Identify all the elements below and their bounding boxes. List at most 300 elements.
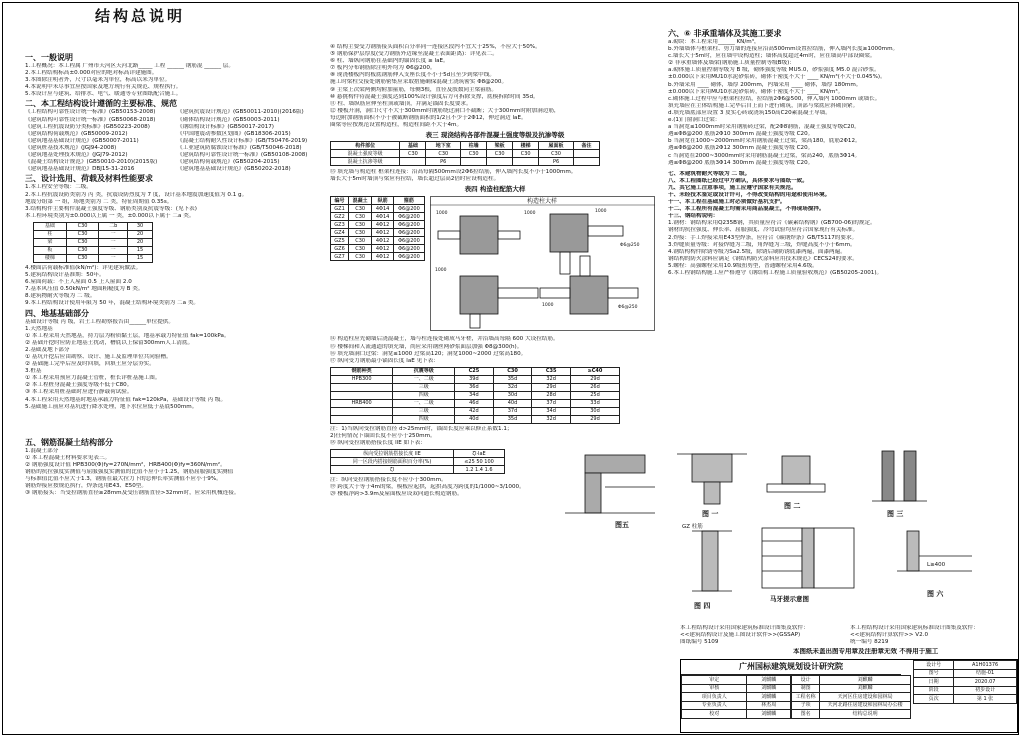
table-3-cell: 混凝土强度等级 [331, 150, 400, 158]
foundation-note: 3.桩基 [25, 368, 42, 375]
misc-note: 八、本工程图纸已经过甲方确认，具体要求与图纸一致。 [668, 177, 808, 184]
masonry-note: 墙长大于5m时墙顶与梁应有拉结，墙长超过层高2倍时应设构造柱。 [330, 176, 500, 183]
title-block-middle-cell: 图名 [792, 710, 820, 719]
lap-table-row [331, 458, 505, 466]
column-detail-block [330, 186, 660, 336]
table-3-header [331, 142, 600, 150]
table-3-header-cell: 楼梯 [513, 142, 539, 150]
title-block-left-cell: 项目负责人 [682, 693, 747, 702]
table-4-row [331, 245, 425, 253]
misc-note: 十、未经技术鉴定或设计许可，不得改变结构的用途和使用环境。 [668, 191, 831, 198]
concrete-note: 圈梁等应按规范设置构造柱，构造柱间距不大于4m。 [330, 122, 463, 129]
page-title: 结构总说明 [95, 7, 186, 25]
wall-note: 遇≤Φ8@200 底筋2Φ10 300mm 混凝土强度等级 C20。 [668, 131, 814, 138]
software-stamp-right [850, 625, 1018, 646]
title-block-left-cell: 校对 [682, 710, 747, 719]
table-3-cell [487, 158, 513, 166]
title-block-left-cell: 审定 [682, 676, 747, 685]
design-note: 1.本工程安全等级：二级。 [25, 184, 92, 191]
anchorage-table-header-cell: 钢筋种类 [331, 367, 393, 375]
concrete-note: ③ 钢筋接头：当受拉钢筋直径≥28mm及受压钢筋直径>32mm时，应采用机械连接。 [25, 490, 240, 497]
stamp-line: 本工程结构设计采用国家建筑标准设计图集及软件： [850, 625, 979, 631]
wall-note: 遇≤Φ8@200 底筋2Φ12 300mm 混凝土强度等级 C20。 [668, 145, 814, 152]
title-block-middle-cell: 制图 [792, 684, 820, 693]
standard-item: 《混凝土结构耐久性设计标准》(GB/T50476-2019) [177, 137, 308, 144]
material-table-row [34, 230, 153, 238]
general-note: 5.本设计应与建筑、给排水、电气、暖通等专业图纸配合施工。 [25, 91, 182, 98]
table-3-cell [513, 158, 539, 166]
table-4-cell: C30 [349, 205, 372, 213]
table-3-row [331, 150, 600, 158]
title-block-left-cell: 审核 [682, 684, 747, 693]
title-block [680, 659, 1018, 733]
table-4-header-cell: 箍筋 [393, 197, 424, 205]
section-5-body [25, 448, 320, 498]
stamp-line: 本工程结构设计采用国家建筑标准设计图集及软件： [680, 625, 809, 631]
section-3-heading: 三、设计选用、荷载及材料性能要求 [25, 174, 153, 184]
general-note: 3.本图除注明者外，尺寸以毫米为单位，标高以米为单位。 [25, 77, 171, 84]
material-table-cell: 基础 [34, 222, 67, 230]
design-item: 4.楼面活荷载标准值(kN/m²)：详见建筑做法。 [25, 264, 142, 271]
table-4-row [331, 253, 425, 261]
table-4-cell: C30 [349, 245, 372, 253]
section-6-body [668, 39, 1018, 167]
lap-table-row [331, 466, 505, 474]
table-3-cell: C30 [487, 150, 513, 158]
anchorage-note: ⑭ 构造柱应先砌墙后浇混凝土，墙与柱连接处砌成马牙槎，并沿墙高每隔 600 大设拉结筋。 [330, 336, 559, 343]
table-3-header-cell: 梁板 [487, 142, 513, 150]
title-block-left-row [682, 693, 791, 702]
anchorage-table-cell: 29d [570, 415, 619, 423]
design-item: 6.屋面荷载：不上人屋面 0.5 上人屋面 2.0 [25, 279, 132, 286]
table-4-cell: 4Φ14 [372, 205, 394, 213]
section-5-heading: 五、钢筋混凝土结构部分 [25, 437, 113, 447]
title-block-right-cell: 设计号 [914, 661, 954, 670]
invalid-without-stamp-note: 本图纸未盖出图专用章及注册章无效 不得用于施工 [793, 648, 939, 655]
title-block-middle-cell: 天河北路住房建设和园林局办公楼 [820, 701, 911, 710]
title-block-right-cell: 初步设计 [954, 686, 1017, 695]
anchorage-table-header-cell: C35 [532, 367, 571, 375]
steel-note: 1.钢材：钢结构采用Q235B钢，其质量应符合《碳素结构钢》(GB700-06)的规定。 [668, 220, 876, 227]
section-3-body [25, 184, 320, 219]
standard-item: 《建筑地基基础设计规范》DBJ15-31-2016 [25, 166, 135, 173]
figure-4-label: 图 四 [694, 602, 711, 610]
concrete-note: ① 本工程混凝土材料要求见表三。 [25, 454, 111, 461]
misc-note: 七、本建筑物耐火等级为 二 级。 [668, 170, 751, 177]
table-4-cell: C30 [349, 237, 372, 245]
title-block-left-cell: 林杰周 [747, 701, 791, 710]
foundation-note: ② 基础施工完毕后应及时回填，回填土应分层夯实。 [25, 361, 155, 368]
column-detail-title: 构造柱大样 [526, 198, 558, 206]
table-4-cell: GZ4 [331, 229, 349, 237]
table-4-row [331, 237, 425, 245]
title-block-middle-row [792, 684, 911, 693]
wall-note: e.(1)门窗洞口过梁： [668, 117, 721, 124]
title-block-left-cell: 刘麒麟 [747, 676, 791, 685]
table-4-cell: Φ6@200 [393, 245, 424, 253]
material-table-row [34, 254, 153, 262]
design-item: 7.基本风压值 0.50kN/m² 地面粗糙度为 B 类。 [25, 286, 144, 293]
title-block-middle-cell: 结构总说明 [820, 710, 911, 719]
lap-table-row [331, 450, 505, 458]
anchorage-table-cell: 35d [493, 415, 532, 423]
wall-note: c.墙长大于5m时，应在墙中设构造柱；墙体高度超过4m时，应在墙高中部设圈梁。 [668, 53, 876, 60]
figure-5-label: 图五 [615, 521, 629, 530]
title-block-left-row [682, 710, 791, 719]
anchorage-table-row [331, 407, 620, 415]
anchorage-table-cell: 37d [532, 399, 571, 407]
concrete-notes-top [330, 44, 660, 129]
anchorage-footnotes [330, 426, 660, 440]
misc-note: 十一、本工程在基础施工时必须做好基坑支护。 [668, 199, 786, 206]
standard-item: 《混凝土结构设计规范》(GB50010-2010)(2015版) [25, 159, 158, 166]
svg-text:1000: 1000 [524, 211, 536, 217]
anchorage-table-cell: 29d [570, 375, 619, 383]
title-block-right-cell: 第 1 张 [954, 695, 1017, 704]
material-table-row [34, 222, 153, 230]
table-3-header-cell: 柱墙 [461, 142, 487, 150]
title-block-right [913, 660, 1017, 704]
anchorage-table-cell: 四级 [393, 391, 455, 399]
wall-note: b.外墙墙体与框架柱、剪力墙的连接应沿高500mm设置拉结筋，伸入墙内长度≥1000mm。 [668, 46, 899, 53]
material-table-cell: C30 [66, 222, 98, 230]
table-4-cell: C30 [349, 253, 372, 261]
misc-note: 九、其它施工注意事项，施工应遵守国家有关规范。 [668, 184, 797, 191]
anchorage-table-header [331, 367, 620, 375]
svg-text:1000: 1000 [595, 209, 607, 215]
svg-text:Φ6@250: Φ6@250 [620, 243, 640, 249]
wall-note: a 当洞宽≤1000mm时采用钢筋砖过梁，配2Φ8钢筋，混凝土强度等级C20。 [668, 124, 860, 131]
lap-note: ⑳ 楼板净跨>3.9m及屋面板应设双向通长构造钢筋。 [330, 491, 463, 498]
anchorage-footnote: 注：1)当纵向受拉钢筋直径 d>25mm时，锚固长度应乘以修正系数1.1； [330, 425, 513, 432]
anchorage-note: ⑯ 填充墙洞口过梁：洞宽≤1000 过梁高120；洞宽1000~2000 过梁高180。 [330, 350, 527, 357]
table-4-cell: GZ3 [331, 221, 349, 229]
table-3-header-cell: 地下室 [426, 142, 461, 150]
anchorage-table-cell: 32d [493, 383, 532, 391]
material-table-cell: 一 [99, 230, 128, 238]
anchorage-table-cell: 42d [455, 407, 494, 415]
anchorage-table-cell [331, 383, 393, 391]
table-3-header-cell: 屋面板 [539, 142, 574, 150]
table-3-cell [573, 150, 599, 158]
steel-detail-figures [672, 436, 1018, 626]
anchorage-notes [330, 336, 660, 364]
software-stamp-left [680, 625, 845, 646]
table-4-title: 表四 构造柱配筋大样 [464, 185, 526, 194]
concrete-note: 1.混凝土部分 [25, 447, 59, 454]
title-block-right-row [914, 661, 1017, 670]
section-7-12 [668, 171, 1018, 214]
wall-note: a.砌体施工质量控制等级为 B 级，砌体强度等级 MU5.0，砂浆强度 M5.0 混合砂浆。 [668, 67, 880, 74]
lap-table [330, 449, 505, 474]
concrete-note: 钢筋焊接应按规范执行，焊条选用E43、E50型。 [25, 483, 147, 490]
material-table-cell: 一 [99, 246, 128, 254]
concrete-note: ⑩ 悬挑构件待混凝土强度达到100%设计强度后方可拆除支撑，底模拆除时间 35d。 [330, 93, 539, 100]
lap-table-cell: 1.2 1.4 1.6 [454, 466, 505, 474]
standard-item: 《工业建筑防腐蚀设计标准》(GB/T50046-2018) [177, 144, 302, 151]
table-4-cell: GZ2 [331, 213, 349, 221]
figure-gz-label: GZ 柱筋 [682, 524, 703, 530]
foundation-note: 2.基础及地下部分 [25, 346, 70, 353]
table-3-header-cell: 构件部位 [331, 142, 400, 150]
design-note: 本工程环境类别为±0.000以上属 一 类，±0.000以下属于 二a 类。 [25, 212, 195, 219]
anchorage-table-header-cell: C30 [493, 367, 532, 375]
anchorage-table-cell: 30d [570, 407, 619, 415]
anchorage-table-cell: 37d [493, 407, 532, 415]
standards-left [25, 109, 175, 173]
title-block-right-row [914, 669, 1017, 678]
standard-item: 《建筑地基基础设计规范》(GB50202-2018) [177, 166, 291, 173]
standard-item: 《建筑结构可靠性设计统一标准》(GB50108-2008) [177, 152, 308, 159]
material-table-cell: C30 [66, 238, 98, 246]
title-block-left-row [682, 701, 791, 710]
concrete-note: ② 钢筋强度设计值 HPB300(Φ)fy=270N/mm²，HRB400(Φ)fy=360N/mm²。 [25, 461, 226, 468]
section-4-heading: 四、地基基础部分 [25, 308, 89, 318]
standard-item: 《建筑结构荷载规范》(GB50009-2012) [25, 130, 128, 137]
standard-item: 《钢结构设计标准》(GB50017-2017) [177, 123, 274, 130]
figure-1-label: 图 一 [702, 510, 719, 518]
table-4-cell: 4Φ12 [372, 253, 394, 261]
lap-table-cell: 纵向受拉钢筋搭接长度 llE [331, 450, 454, 458]
lap-table-cell: ≤25 50 100 [454, 458, 505, 466]
concrete-note: ⑧ 现浇楼板内的板底钢筋伸入支座长度不小于5d且至少到梁中线。 [330, 72, 495, 79]
svg-text:1000: 1000 [542, 303, 554, 309]
wall-note: c 当洞宽在2000~3000mm时采用钢筋混凝土过梁，梁高240，底筋3Φ14。 [668, 152, 861, 159]
stamp-line: <<建筑结构设计及施工图设计软件>>(GSSAP) [680, 632, 801, 639]
anchorage-table-row [331, 399, 620, 407]
material-table-cell: 20 [128, 238, 153, 246]
stamp-line: 图纸编号 5109 [680, 639, 719, 646]
table-4-cell: GZ1 [331, 205, 349, 213]
standards-right [177, 109, 320, 173]
table-4-cell: Φ6@200 [393, 253, 424, 261]
material-table-row [34, 246, 153, 254]
table-3-header-cell: 基础 [400, 142, 426, 150]
concrete-note: 施工时梁柱交接处钢筋密集应采取措施确保混凝土浇筑密实 Φ8@200。 [330, 79, 508, 86]
foundation-note: ② 基础开挖时应防止地基土扰动，槽底以上保留300mm人工清底。 [25, 339, 194, 346]
lap-table-cell: 同一区段内搭接钢筋面积百分率(%) [331, 458, 454, 466]
title-block-left-cell: 刘麒麟 [747, 693, 791, 702]
figure-2-label: 图 二 [784, 502, 801, 510]
foundation-note: 5.基础施工前应对基坑进行降水处理，地下水位应低于基底500mm。 [25, 403, 198, 410]
title-block-middle-cell: 子项 [792, 701, 820, 710]
title-block-right-cell: 页次 [914, 695, 954, 704]
table-4-cell: 4Φ14 [372, 213, 394, 221]
anchorage-table-cell: 36d [455, 383, 494, 391]
stamp-line: <<建筑结构计算软件>> V2.0 [850, 632, 928, 639]
standard-item: 《建筑抗震设计规范》(GB50011-2010)(2016版) [177, 109, 304, 116]
design-item: 8.建筑物耐火等级为 二 级。 [25, 293, 96, 300]
table-4-cell: 4Φ12 [372, 229, 394, 237]
wall-note: a.砌块：本工程采用______ KN/m³， [668, 39, 760, 45]
title-block-middle-cell: 设计 [792, 676, 820, 685]
standards-list [25, 109, 320, 173]
title-block-middle-cell: 天河区住房建设和园林局 [820, 693, 911, 702]
foundation-note: ① 基坑开挖后应由勘察、设计、施工及监理单位共同验槽。 [25, 353, 172, 360]
concrete-note: ⑫ 楼板开洞，洞口尺寸不大于300mm时钢筋绕过洞口不截断；大于300mm时附加洞边筋， [330, 107, 560, 114]
lap-block [330, 447, 660, 552]
material-table-cell: C30 [66, 246, 98, 254]
title-block-middle-cell: 工程名称 [792, 693, 820, 702]
table-4-cell: C30 [349, 213, 372, 221]
standard-item: 《建筑工程抗震设防分类标准》(GB50223-2008) [25, 123, 150, 130]
material-table-cell: 二b [99, 222, 128, 230]
steel-note: 6.本工程钢结构施工应严格遵守《钢结构工程施工质量验收规范》(GB50205-2001)。 [668, 270, 883, 276]
table-3-cell: C30 [461, 150, 487, 158]
table-3-cell: P6 [426, 158, 461, 166]
section-1-body [25, 63, 320, 98]
title-block-left-cell: 专业负责人 [682, 701, 747, 710]
lap-table-cell: ζl·laE [454, 450, 505, 458]
steel-note: 3.焊缝质量等级：对接焊缝为二级，角焊缝为三级，焊缝高度不小于6mm。 [668, 241, 856, 248]
table-3-cell: C30 [539, 150, 574, 158]
lap-table-cell: ζl [331, 466, 454, 474]
material-table-cell: 30 [128, 222, 153, 230]
title-block-right-cell: A1H01376 [954, 661, 1017, 670]
standard-item: 《建筑结构可靠性设计统一标准》(GB50068-2018) [25, 116, 156, 123]
material-table-cell: 15 [128, 254, 153, 262]
table-4-row [331, 221, 425, 229]
title-block-left-cell: 刘麒麟 [747, 684, 791, 693]
structural-column-detail-figure [430, 196, 655, 331]
design-note: 地震分组第 一 组，场地类别为 二 类，特征周期值 0.35s。 [25, 198, 173, 205]
steel-note: 2.焊接：手工焊接采用E43型焊条，应符合《碳钢焊条》GB/T5117的要求。 [668, 234, 858, 241]
anchorage-table-cell: HPB300 [331, 375, 393, 383]
material-table-cell: C30 [66, 254, 98, 262]
anchorage-footnote: 2)任何情况下锚固长度不应小于250mm。 [330, 432, 436, 439]
material-table-row [34, 238, 153, 246]
table-3 [330, 141, 600, 166]
standard-item: 《中国地震动参数区划图》(GB18306-2015) [177, 130, 291, 137]
concrete-note: ⑥ 柱、墙纵向钢筋在基础内的锚固长度 ≥ laE。 [330, 58, 449, 65]
concrete-note: ⑨ 主梁上次梁两侧均附加箍筋，每侧3根，直径及肢数同主梁箍筋。 [330, 86, 497, 93]
figure-6-label: 图 六 [927, 590, 944, 598]
material-table-cell: 楼梯 [34, 254, 67, 262]
horse-tooth-label: 马牙搓示意图 [770, 595, 809, 603]
standard-item: 《工程结构可靠性设计统一标准》(GB50153-2008) [25, 109, 156, 116]
title-block-middle-cell: 刘麒麟 [820, 684, 911, 693]
table-3-cell [400, 158, 426, 166]
material-table-cell: C30 [66, 230, 98, 238]
title-block-left [681, 675, 791, 719]
column-1 [25, 52, 320, 732]
foundation-note: ① 本工程采用天然地基，持力层为粉质黏土层，地基承载力特征值 fak=100kPa。 [25, 332, 230, 339]
general-note: 1.工程概况：本工程属 广州市天河区天河北路_____ 工程 ______ 钢筋混 ______ 层。 [25, 63, 234, 69]
concrete-note: 钢筋的抗拉强度实测值与屈服强度实测值的比值不应小于1.25，钢筋屈服强度实测值 [25, 469, 234, 475]
anchorage-table-cell: 34d [532, 407, 571, 415]
section-2-heading: 二、本工程结构设计遵循的主要标准、规范 [25, 99, 177, 109]
lap-note: 注：纵向受拉钢筋搭接长度不应小于300mm。 [330, 477, 447, 484]
wall-note: c.砌体施工过程中应与框架柱拉结，拉结筋2Φ6@500，伸入墙内 1000mm 或墙长。 [668, 95, 881, 102]
table-4-cell: Φ6@200 [393, 229, 424, 237]
foundation-note: ① 本工程采用预应力混凝土管桩，桩长详桩基施工图。 [25, 375, 161, 382]
title-block-right-cell: 结施-01 [954, 669, 1017, 678]
table-3-row [331, 158, 600, 166]
anchorage-table [330, 367, 620, 424]
anchorage-table-row [331, 375, 620, 383]
anchorage-table-cell: 39d [455, 375, 494, 383]
svg-text:Φ6@250: Φ6@250 [618, 305, 638, 311]
title-block-left-row [682, 684, 791, 693]
material-table [33, 222, 153, 263]
table-3-cell: C30 [513, 150, 539, 158]
anchorage-table-cell [331, 415, 393, 423]
steel-note: 5.螺栓：高强螺栓采用10.9级扭剪型，普通螺栓采用4.6级。 [668, 262, 818, 269]
anchorage-table-cell: 一、二级 [393, 399, 455, 407]
anchorage-table-row [331, 391, 620, 399]
table-3-cell [461, 158, 487, 166]
dimension-label: L≥400 [927, 562, 946, 568]
title-block-right-row [914, 686, 1017, 695]
anchorage-table-header-cell: ≥C40 [570, 367, 619, 375]
concrete-note: 与标准值比值不应大于1.3，钢筋在最大拉力下的总伸长率实测值不应小于9%。 [25, 476, 222, 483]
table-4-header [331, 197, 425, 205]
title-block-left-row [682, 676, 791, 685]
anchorage-table-cell: 28d [532, 391, 571, 399]
concrete-notes-mid [330, 169, 660, 183]
title-block-right-cell: 阶段 [914, 686, 954, 695]
wall-note: b 当洞宽在1000~2000mm时采用钢筋混凝土过梁，梁高180，底筋2Φ12。 [668, 138, 861, 145]
foundation-note: ③ 本工程采用桩基础时应进行静载荷试验。 [25, 389, 133, 396]
lap-title: ⑱ 纵向受拉钢筋搭接长度 llE 如下表： [330, 439, 426, 446]
table-3-cell: P6 [539, 158, 574, 166]
wall-note: ±0.000以下采用MU10水泥砂浆砖，砌体干密度不大于 ____ KN/m³(不大于0.045%)。 [668, 74, 886, 81]
title-block-right-row [914, 678, 1017, 687]
table-4-cell: GZ7 [331, 253, 349, 261]
title-block-middle-cell: 刘麒麟 [820, 676, 911, 685]
title-block-left-cell: 刘麒麟 [747, 710, 791, 719]
table-4-cell: Φ6@200 [393, 237, 424, 245]
anchorage-table-cell: 40d [455, 415, 494, 423]
concrete-note: ⑦ 板内分布钢筋除注明外均为 Φ6@200。 [330, 65, 436, 72]
anchorage-table-row [331, 383, 620, 391]
anchorage-table-cell: 三级 [393, 383, 455, 391]
section-1-heading: 一、一般说明 [25, 53, 73, 62]
table-4-cell: Φ6@200 [393, 213, 424, 221]
material-table-cell: 柱 [34, 230, 67, 238]
concrete-note: ④ 结构主要受力钢筋接头面积百分率同一连接区段内不宜大于25%，不应大于50%。 [330, 44, 541, 50]
wall-note: d.填充墙底部应设置 3 皮实心砖或浇筑150高C20素混凝土导墙。 [668, 109, 831, 116]
table-4-cell: Φ6@200 [393, 221, 424, 229]
table-4-row [331, 205, 425, 213]
title-block-right-cell: 2020.07 [954, 678, 1017, 687]
anchorage-table-cell: 46d [455, 399, 494, 407]
standard-item: 《建筑桩基技术规范》(JGJ94-2008) [25, 144, 117, 151]
title-block-right-cell: 日期 [914, 678, 954, 687]
figure-3-label: 图 三 [887, 510, 904, 518]
table-4-cell: 4Φ12 [372, 237, 394, 245]
wall-note: 遇≤Φ8@200 底筋3Φ14 300mm 混凝土强度等级 C20。 [668, 159, 814, 166]
section-13-heading: 十三、钢结构说明： [668, 213, 719, 220]
foundation-note: 基础设计等级 丙 级，岩土工程勘察报告由______单位提供。 [25, 318, 174, 325]
table-4-cell: C30 [349, 221, 372, 229]
foundation-note: 4.本工程采用天然地基时地基承载力特征值 fak=120kPa，基础设计等级 丙 级。 [25, 396, 227, 403]
table-4-cell: GZ6 [331, 245, 349, 253]
general-note: 2.本工程结构标高±0.000对应的绝对标高详建施图。 [25, 70, 158, 77]
title-block-middle [791, 675, 911, 719]
concrete-note: ⑪ 柱、墙纵筋应伸至柱顶或墙顶，并满足锚固长度要求。 [330, 100, 472, 107]
table-3-cell: C30 [400, 150, 426, 158]
masonry-note: ⑬ 填充墙与构造柱 框架柱连接：沿高每隔500mm设2Φ6拉结筋，伸入墙内长度不小于1000mm。 [330, 169, 577, 176]
stamp-line: 统一编号 8219 [850, 639, 889, 646]
anchorage-table-cell: 30d [493, 391, 532, 399]
anchorage-table-header-cell: 抗震等级 [393, 367, 455, 375]
title-block-right-row [914, 695, 1017, 704]
table-3-cell: 混凝土抗渗等级 [331, 158, 400, 166]
material-table-cell: 20 [128, 230, 153, 238]
material-table-cell: 梁 [34, 238, 67, 246]
design-item: 5.建筑结构设计基准期：50年。 [25, 272, 105, 279]
